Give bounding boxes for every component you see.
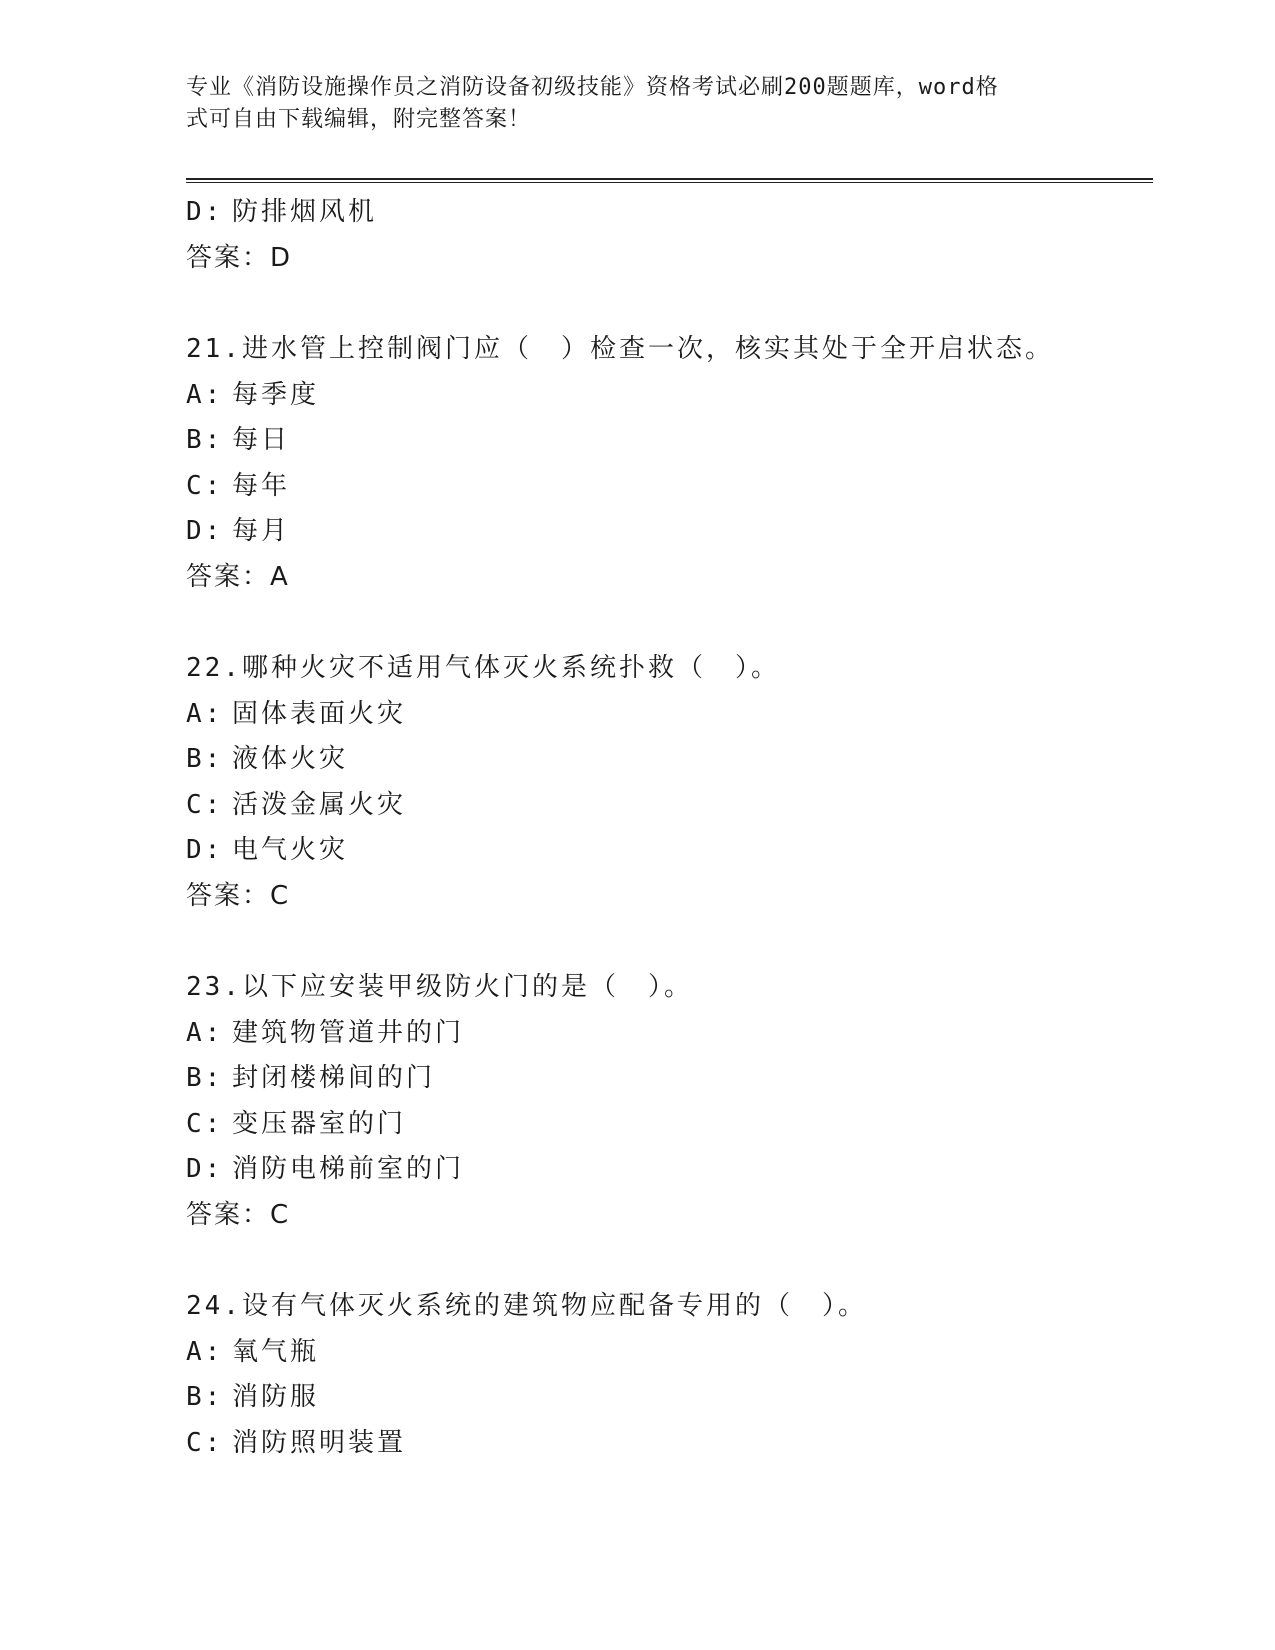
option-c [186,1102,1146,1148]
option-label: D: [186,516,224,546]
option-label: A: [186,698,224,729]
option-text: 每季度 [232,379,320,410]
option-d [186,828,1146,874]
option-b [186,1056,1146,1102]
option-b [186,418,1146,464]
option-text: 封闭楼梯间的门 [232,1063,436,1093]
option-a [186,692,1146,738]
option-b [186,737,1146,783]
option-a [186,373,1146,419]
question-content [186,190,1146,1466]
question-stem: 24.设有气体灭火系统的建筑物应配备专用的（ ）。 [186,1291,867,1321]
option-label: B: [186,425,224,455]
option-label: D: [186,1154,224,1184]
option-d [186,1147,1146,1193]
option-text: 每年 [232,470,291,501]
option-text: 氧气瓶 [232,1336,320,1367]
option-text: 防排烟风机 [232,197,378,227]
option-label: C: [186,470,224,501]
option-c [186,783,1146,829]
option-label: A: [186,1336,224,1367]
option-label: A: [186,379,224,410]
question-21 [186,327,1146,600]
answer-line: 答案：D [186,242,293,273]
option-c [186,464,1146,510]
option-a [186,1011,1146,1057]
question-23 [186,965,1146,1238]
option-text: 固体表面火灾 [232,698,407,729]
option-label: C: [186,1108,224,1139]
option-c [186,1421,1146,1467]
document-header [186,72,1066,136]
header-line-2: 式可自由下载编辑，附完整答案！ [186,107,532,132]
answer-line: 答案：C [186,880,291,911]
option-b [186,1375,1146,1421]
header-divider-thin [186,182,1153,183]
question-stem: 23.以下应安装甲级防火门的是（ ）。 [186,972,693,1002]
answer-line: 答案：A [186,561,290,592]
option-text: 消防服 [232,1382,320,1412]
question-stem: 22.哪种火灾不适用气体灭火系统扑救（ ）。 [186,653,780,683]
option-label: C: [186,789,224,820]
option-label: C: [186,1427,224,1458]
answer-line: 答案：C [186,1199,291,1230]
option-text: 活泼金属火灾 [232,789,407,820]
option-text: 每月 [232,516,291,546]
option-text: 变压器室的门 [232,1108,407,1139]
question-22 [186,646,1146,919]
option-d [186,509,1146,555]
option-text: 液体火灾 [232,744,349,774]
option-text: 建筑物管道井的门 [232,1017,465,1048]
option-text: 消防电梯前室的门 [232,1154,465,1184]
question-stem: 21.进水管上控制阀门应（ ）检查一次，核实其处于全开启状态。 [186,334,1054,364]
option-label: B: [186,1382,224,1412]
question-24 [186,1284,1146,1466]
option-label: B: [186,744,224,774]
header-line-1: 专业《消防设施操作员之消防设备初级技能》资格考试必刷200题题库，word格 [186,75,999,100]
option-label: B: [186,1063,224,1093]
option-label: D: [186,835,224,865]
option-label: D: [186,197,224,227]
option-a [186,1330,1146,1376]
header-divider-thick [186,178,1153,180]
option-label: A: [186,1017,224,1048]
option-text: 消防照明装置 [232,1427,407,1458]
option-d [186,190,1146,236]
option-text: 每日 [232,425,291,455]
option-text: 电气火灾 [232,835,349,865]
